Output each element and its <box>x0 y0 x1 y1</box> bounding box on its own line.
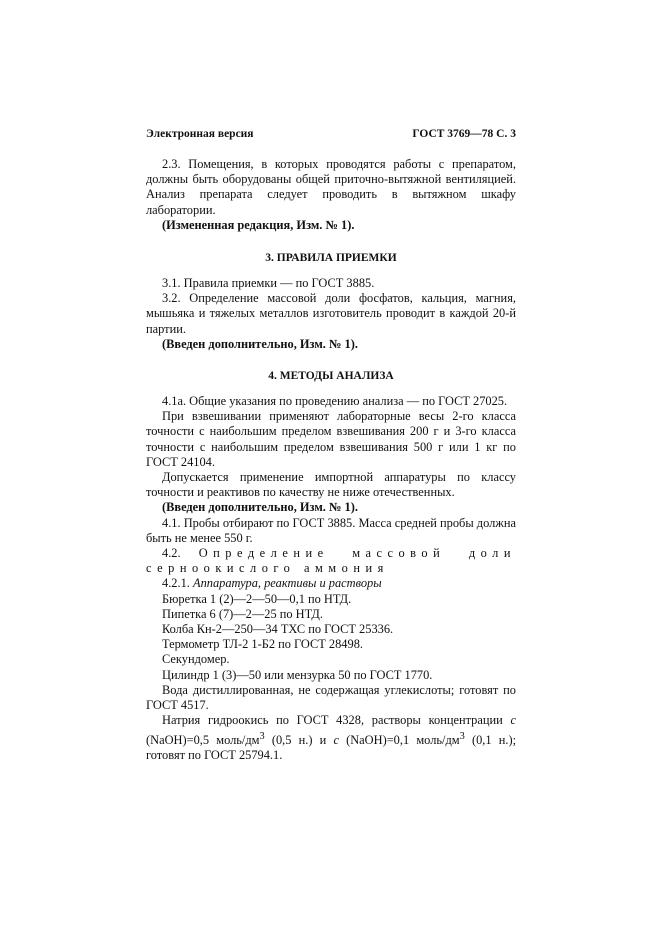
paragraph-4-2 <box>146 546 516 576</box>
paragraph-2-3: 2.3. Помещения, в которых проводятся работы с препаратом, должны быть оборудованы общей приточно-вытяжной вентиляцией. Анализ препарата следует проводить в вытяжном шкафу лаборатории. <box>146 157 516 217</box>
superscript: 3 <box>259 730 265 742</box>
concentration-symbol: c <box>510 713 516 728</box>
naoh-text: (NaOH)=0,5 моль/дм <box>146 732 260 747</box>
header-edition-label: Электронная версия <box>146 128 254 140</box>
naoh-text: (NaOH)=0,1 моль/дм <box>338 732 460 747</box>
section-4-heading: 4. МЕТОДЫ АНАЛИЗА <box>268 370 394 383</box>
clause-number: 4.2.1. <box>162 576 190 591</box>
clause-italic-title: Аппаратура, реактивы и растворы <box>193 576 382 591</box>
clause-number: 4.2. <box>162 546 181 561</box>
document-page <box>146 128 516 763</box>
concentration-symbol: c <box>333 732 339 747</box>
equipment-item: Цилиндр 1 (3)—50 или мензурка 50 по ГОСТ 1770. <box>162 667 433 682</box>
page-header <box>146 128 516 140</box>
clause-spaced-title: Определение массовой доли серноокислого аммония <box>146 546 516 576</box>
equipment-item: Бюретка 1 (2)—2—50—0,1 по НТД. <box>162 591 352 606</box>
section-3-heading: 3. ПРАВИЛА ПРИЕМКИ <box>265 252 397 265</box>
equipment-item: Секундомер. <box>162 652 230 667</box>
superscript: 3 <box>459 730 465 742</box>
amendment-note: (Введен дополнительно, Изм. № 1). <box>162 336 358 351</box>
paragraph-water: Вода дистиллированная, не содержащая углекислоты; готовят по ГОСТ 4517. <box>146 682 516 713</box>
naoh-text: (0,1 н.); готовят по ГОСТ 25794.1. <box>146 732 517 762</box>
header-standard-page: ГОСТ 3769—78 С. 3 <box>412 128 516 140</box>
paragraph-3-1: 3.1. Правила приемки — по ГОСТ 3885. <box>162 276 375 291</box>
paragraph-import: Допускается применение импортной аппаратуры по классу точности и реактивов по качеству не ниже отечественных. <box>146 470 516 500</box>
paragraph-4-2-1 <box>146 576 516 591</box>
paragraph-4-1a: 4.1а. Общие указания по проведению анализа — по ГОСТ 27025. <box>162 394 508 409</box>
paragraph-4-1: 4.1. Пробы отбирают по ГОСТ 3885. Масса средней пробы должна быть не менее 550 г. <box>146 515 516 545</box>
paragraph-weighing: При взвешивании применяют лабораторные весы 2-го класса точности с наибольшим пределом взвешивания 200 г и 3-го класса точности с наибольшим пределом взвешивания 500 г или 1 кг по ГОСТ 24104. <box>146 409 516 469</box>
naoh-text: (0,5 н.) и <box>264 732 334 747</box>
amendment-note: (Введен дополнительно, Изм. № 1). <box>162 500 358 515</box>
equipment-item: Колба Кн-2—250—34 ТХС по ГОСТ 25336. <box>162 622 394 637</box>
equipment-item: Пипетка 6 (7)—2—25 по НТД. <box>162 606 323 621</box>
paragraph-naoh <box>146 713 516 763</box>
paragraph-3-2: 3.2. Определение массовой доли фосфатов, кальция, магния, мышьяка и тяжелых металлов изготовитель проводит в каждой 20-й партии. <box>146 291 516 336</box>
amendment-note: (Измененная редакция, Изм. № 1). <box>162 217 355 232</box>
equipment-item: Термометр ТЛ-2 1-Б2 по ГОСТ 28498. <box>162 637 363 652</box>
naoh-text: Натрия гидроокись по ГОСТ 4328, растворы концентрации <box>162 713 503 728</box>
